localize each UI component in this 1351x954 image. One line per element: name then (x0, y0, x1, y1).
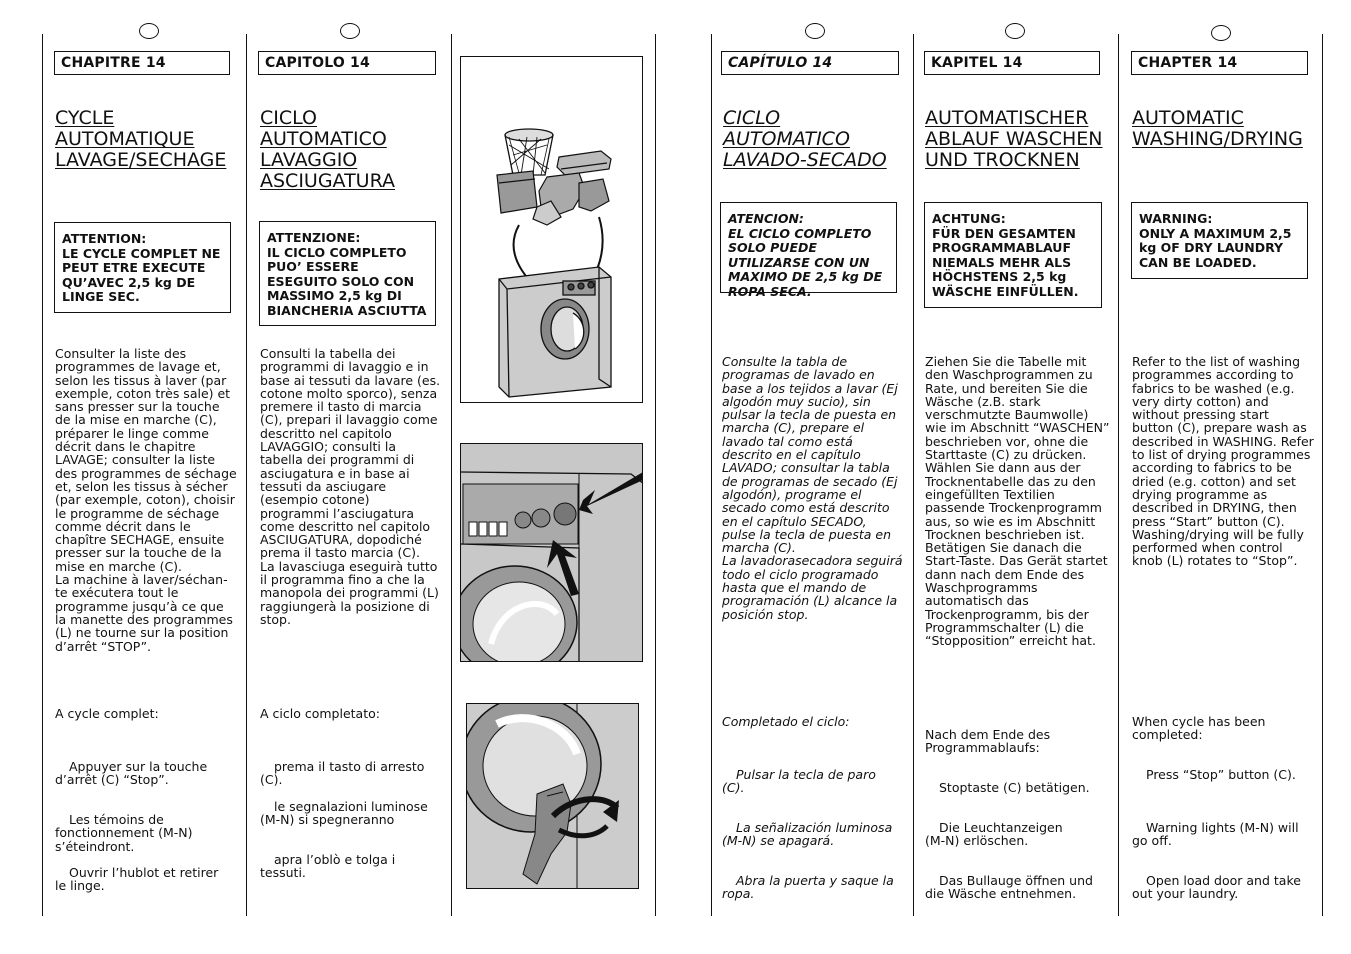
chapter-label: KAPITEL 14 (924, 51, 1100, 75)
column-rule (1322, 34, 1323, 916)
step-stop: prema il tasto di arresto (C). (260, 759, 425, 788)
section-title: AUTOMATISCHER ABLAUF WASCHEN UND TROCKNEN (925, 107, 1103, 171)
chapter-label: CAPÍTULO 14 (721, 51, 899, 75)
chapter-label: CHAPTER 14 (1131, 51, 1308, 75)
warning-box (924, 202, 1102, 308)
step-lights: le segnalazioni luminose (M-N) si spegneranno (260, 799, 428, 828)
language-circle-icon (139, 23, 159, 39)
warning-box (259, 221, 436, 326)
warning-text: IL CICLO COMPLETO PUO’ ESSERE ESEGUITO SOLO CON MASSIMO 2,5 kg DI BIANCHERIA ASCIUTTA (267, 244, 427, 318)
step-stop: Appuyer sur la touche d’arrêt (C) “Stop”. (55, 759, 208, 788)
column-rule (913, 34, 914, 916)
step-open-door: Ouvrir l’hublot et retirer le linge. (55, 865, 219, 894)
warning-box (54, 222, 231, 313)
instructions-text: Consulter la liste des programmes de lavage et, selon les tissus à laver (par exemple, coton très sale) et sans presser sur la touche de la mise en marche (C), préparer le linge comme décrit dans le chapitre LAVAGE; consulter la liste des programmes de séchage et, selon les tissus à sécher (par exemple, coton), choisir le programme de séchage comme décrit dans le chapître SECHAGE, ensuite presser sur la touche de la mise en marche (C). La machine à laver/séchan-te exécutera tout le programme jusqu’à ce que la manette des programmes (L) ne tourne sur la position d’arrêt “STOP”. (55, 346, 237, 654)
warning-text: EL CICLO COMPLETO SOLO PUEDE UTILIZARSE CON UN MAXIMO DE 2,5 kg DE ROPA SECA. (728, 225, 883, 299)
step-open-door: Das Bullauge öffnen und die Wäsche entnehmen. (925, 873, 1093, 902)
language-circle-icon (340, 23, 360, 39)
column-rule (655, 34, 656, 916)
step-lights: La señalización luminosa (M-N) se apagará. (722, 820, 893, 849)
language-circle-icon (1211, 25, 1231, 41)
column-rule (711, 34, 712, 916)
control-panel-icon (461, 444, 643, 662)
laundry-basket-icon (461, 57, 643, 403)
chapter-label: CHAPITRE 14 (54, 51, 230, 75)
step-lights: Les témoins de fonctionnement (M-N) s’éteindront. (55, 812, 193, 854)
section-title: CYCLE AUTOMATIQUE LAVAGE/SECHAGE (55, 107, 227, 171)
figure-laundry-into-washer (460, 56, 643, 403)
warning-box (1131, 202, 1308, 279)
step-open-door: Abra la puerta y saque la ropa. (722, 873, 894, 902)
step-lights: Warning lights (M-N) will go off. (1132, 820, 1299, 849)
column-rule (246, 34, 247, 916)
warning-head: ATTENTION: (62, 231, 147, 246)
cycle-complete-label: Nach dem Ende des Programmablaufs: (925, 727, 1051, 756)
cycle-complete-label: When cycle has been completed: (1132, 714, 1266, 743)
cycle-complete-label: A ciclo completato: (260, 706, 380, 721)
figure-open-door (466, 703, 639, 889)
warning-text: FÜR DEN GESAMTEN PROGRAMMABLAUF NIEMALS MEHR ALS HÖCHSTENS 2,5 kg WÄSCHE EINFÜLLEN. (932, 225, 1079, 299)
step-stop: Stoptaste (C) betätigen. (939, 780, 1090, 795)
step-lights: Die Leuchtanzeigen (M-N) erlöschen. (925, 820, 1063, 849)
step-open-door: apra l’oblò e tolga i tessuti. (260, 852, 396, 881)
warning-head: ACHTUNG: (932, 211, 1006, 226)
instructions-text: Refer to the list of washing programmes according to fabrics to be washed (e.g. very dirty cotton) and without pressing start button (C), prepare wash as described in WASHING. Refer to list of drying programmes according to fabrics to be dried (e.g. cotton) and set drying programme as described in DRYING, then press “Start” button (C). Washing/drying will be fully performed when control knob (L) rotates to “Stop”. (1132, 354, 1314, 569)
section-title: CICLO AUTOMATICO LAVADO-SECADO (723, 107, 887, 171)
warning-box (720, 202, 897, 299)
instructions-text: Consulte la tabla de programas de lavado en base a los tejidos a lavar (Ej algodón muy sucio), sin pulsar la tecla de puesta en marcha (C), prepare el lavado tal como está descrito en el capítulo LAVADO; consultar la tabla de programas de secado (Ej algodón), programe el secado como está descrito en el capítulo SECADO, pulse la tecla de puesta en marcha (C). La lavadorasecadora seguirá todo el ciclo programado hasta que el mando de programación (L) alcance la posición stop. (722, 354, 903, 622)
language-circle-icon (1005, 23, 1025, 39)
column-rule (451, 34, 452, 916)
warning-head: ATENCION: (728, 211, 804, 226)
cycle-complete-label: Completado el ciclo: (722, 714, 850, 729)
step-stop: Press “Stop” button (C). (1146, 767, 1296, 782)
column-rule (1118, 34, 1119, 916)
step-stop: Pulsar la tecla de paro (C). (722, 767, 876, 796)
chapter-label: CAPITOLO 14 (258, 51, 436, 75)
open-door-icon (467, 704, 639, 889)
instructions-text: Ziehen Sie die Tabelle mit den Waschprogrammen zu Rate, und bereiten Sie die Wäsche (z.B. stark verschmutzte Baumwolle) wie im Abschnitt “WASCHEN” beschrieben vor, ohne die Starttaste (C) zu drücken. Wählen Sie dann aus der Trocknentabelle das zu den eingefüllten Textilien passende Trockenprogramm aus, so wie es im Abschnitt Trocknen beschrieben ist. Betätigen Sie danach die Start-Taste. Das Gerät startet dann nach dem Ende des Waschprogramms automatisch das Trockenprogramm, bis der Programmschalter (L) die “Stopposition” erreicht hat. (925, 354, 1110, 649)
warning-head: WARNING: (1139, 211, 1213, 226)
warning-text: LE CYCLE COMPLET NE PEUT ETRE EXECUTE QU’AVEC 2,5 kg DE LINGE SEC. (62, 245, 221, 304)
language-circle-icon (805, 23, 825, 39)
instructions-text: Consulti la tabella dei programmi di lavaggio e in base ai tessuti da lavare (es. cotone molto sporco), senza premere il tasto di marcia (C), prepari il lavaggio come descritto nel capitolo LAVAGGIO; consulti la tabella dei programmi di asciugatura e in base ai tessuti da asciugare (esempio cotone) programmi l’asciugatura come descritto nel capitolo ASCIUGATURA, dopodiché prema il tasto marcia (C). La lavasciuga eseguirà tutto il programma fino a che la manopola dei programmi (L) raggiungerà la posizione di stop. (260, 346, 441, 627)
warning-text: ONLY A MAXIMUM 2,5 kg OF DRY LAUNDRY CAN BE LOADED. (1139, 225, 1292, 270)
step-open-door: Open load door and take out your laundry. (1132, 873, 1301, 902)
section-title: CICLO AUTOMATICO LAVAGGIO ASCIUGATURA (260, 107, 396, 192)
cycle-complete-label: A cycle complet: (55, 706, 159, 721)
figure-control-panel (460, 443, 643, 662)
column-rule (42, 34, 43, 916)
section-title: AUTOMATIC WASHING/DRYING (1132, 107, 1303, 150)
warning-head: ATTENZIONE: (267, 230, 361, 245)
